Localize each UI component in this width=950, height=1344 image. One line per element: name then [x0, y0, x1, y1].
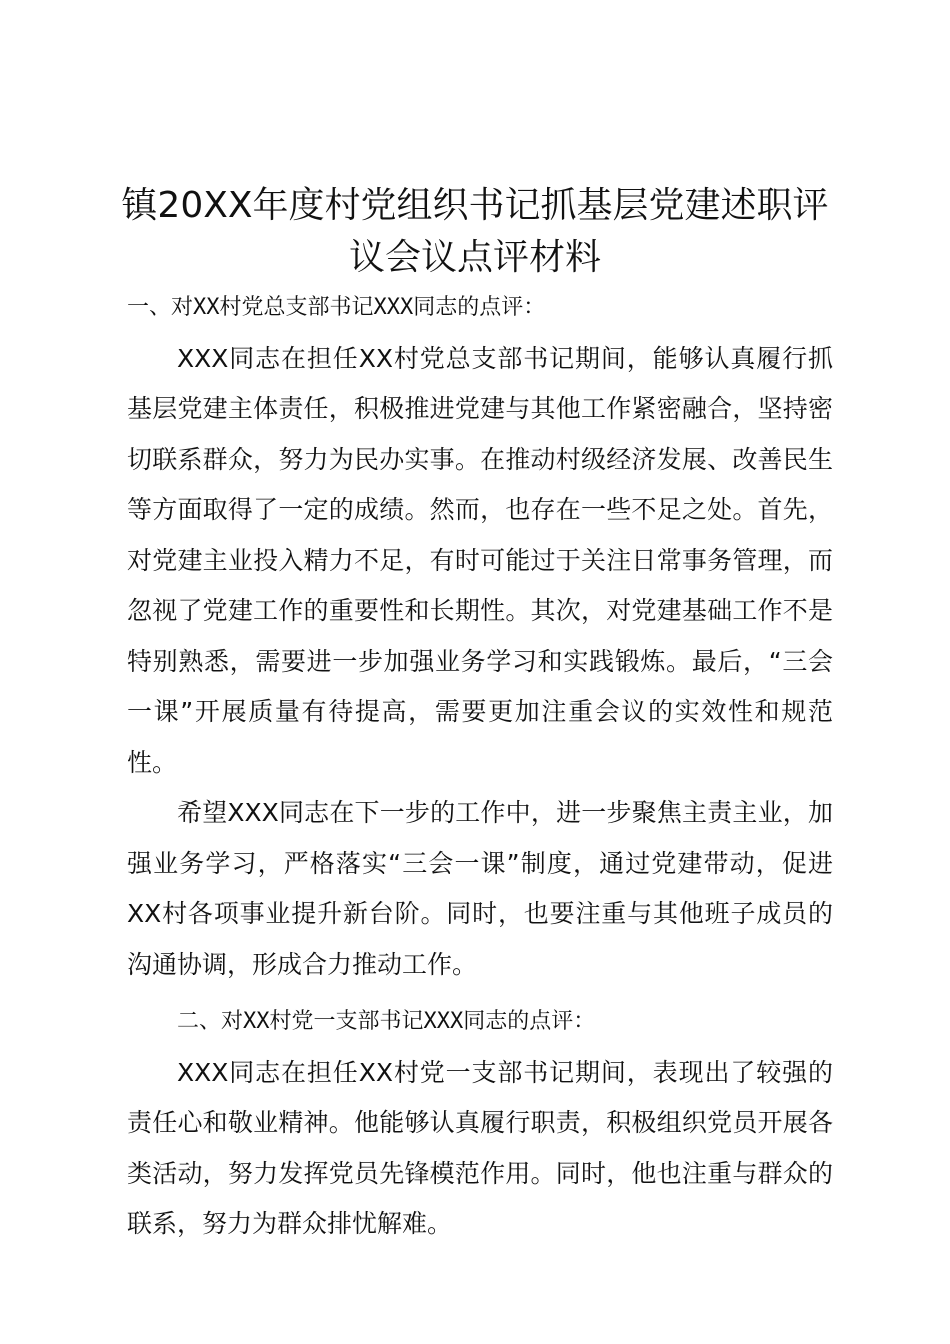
document-body [127, 283, 833, 1250]
section-1-paragraph-1: XXX同志在担任XX村党总支部书记期间，能够认真履行抓基层党建主体责任，积极推进党建与其他工作紧密融合，坚持密切联系群众，努力为民办实事。在推动村级经济发展、改善民生等方面取得了一定的成绩。然而，也存在一些不足之处。首先，对党建主业投入精力不足，有时可能过于关注日常事务管理，而忽视了党建工作的重要性和长期性。其次，对党建基础工作不是特别熟悉，需要进一步加强业务学习和实践锻炼。最后，“三会一课”开展质量有待提高，需要更加注重会议的实效性和规范性。 [127, 343, 833, 777]
section-2-paragraph-1: XXX同志在担任XX村党一支部书记期间，表现出了较强的责任心和敬业精神。他能够认真履行职责，积极组织党员开展各类活动，努力发挥党员先锋模范作用。同时，他也注重与群众的联系，努力为群众排忧解难。 [127, 1057, 833, 1238]
document-title: 镇20XX年度村党组织书记抓基层党建述职评议会议点评材料 [121, 185, 829, 278]
section-2-heading: 二、对XX村党一支部书记XXX同志的点评： [177, 1009, 596, 1034]
section-1-paragraph-2: 希望XXX同志在下一步的工作中，进一步聚焦主责主业，加强业务学习，严格落实“三会一课”制度，通过党建带动，促进XX村各项事业提升新台阶。同时，也要注重与其他班子成员的沟通协调，形成合力推动工作。 [127, 798, 833, 979]
section-1-heading: 一、对XX村党总支部书记XXX同志的点评： [127, 295, 546, 320]
